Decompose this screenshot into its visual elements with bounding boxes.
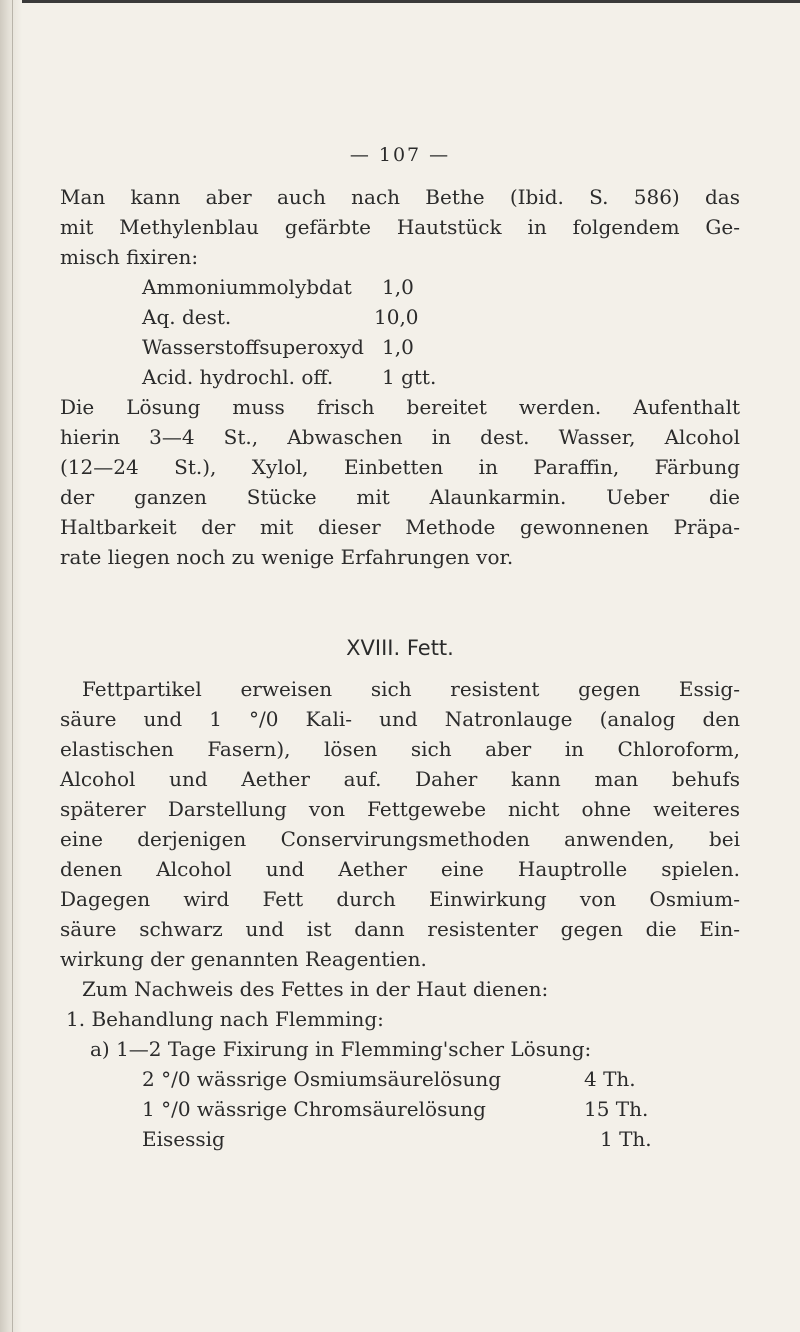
list-item-flemming: 1. Behandlung nach Flemming: bbox=[66, 1007, 384, 1031]
page-left-shadow bbox=[0, 0, 22, 1332]
paragraph-fat bbox=[60, 674, 740, 974]
page-top-edge bbox=[0, 0, 800, 3]
recipe-item-name: 2 °/0 wässrige Osmiumsäurelösung bbox=[142, 1067, 502, 1091]
paragraph-solution bbox=[60, 392, 740, 572]
recipe-item-name: Aq. dest. bbox=[142, 305, 232, 329]
text-line: Alcohol und Aether auf. Daher kann man behufs bbox=[60, 767, 740, 791]
recipe-item-name: Wasserstoffsuperoxyd bbox=[142, 335, 364, 359]
page-number: — 107 — bbox=[349, 144, 451, 166]
page-left-edge bbox=[12, 0, 13, 1332]
text-line: mit Methylenblau gefärbte Hautstück in folgendem Ge- bbox=[60, 215, 740, 239]
text-line: Haltbarkeit der mit dieser Methode gewonnenen Präpa- bbox=[60, 515, 740, 539]
recipe-item-name: Eisessig bbox=[142, 1127, 225, 1151]
recipe-item-amount: 4 Th. bbox=[584, 1067, 636, 1091]
list-subitem-fixation: a) 1—2 Tage Fixirung in Flemming'scher Lösung: bbox=[90, 1037, 592, 1061]
text-line: elastischen Fasern), lösen sich aber in Chloroform, bbox=[60, 737, 740, 761]
paragraph-detection: Zum Nachweis des Fettes in der Haut dienen: bbox=[82, 977, 549, 1001]
recipe-item-amount: 15 Th. bbox=[584, 1097, 649, 1121]
recipe-item-name: Ammoniummolybdat bbox=[142, 275, 352, 299]
text-line: späterer Darstellung von Fettgewebe nicht ohne weiteres bbox=[60, 797, 740, 821]
recipe-item-amount: 1,0 bbox=[382, 335, 414, 359]
text-line: (12—24 St.), Xylol, Einbetten in Paraffin, Färbung bbox=[60, 455, 740, 479]
recipe-item-amount: 1 Th. bbox=[600, 1127, 652, 1151]
text-line: Fettpartikel erweisen sich resistent gegen Essig- bbox=[82, 677, 740, 701]
text-line: der ganzen Stücke mit Alaunkarmin. Ueber die bbox=[60, 485, 740, 509]
text-line: denen Alcohol und Aether eine Hauptrolle spielen. bbox=[60, 857, 740, 881]
text-line: wirkung der genannten Reagentien. bbox=[60, 947, 427, 971]
text-line: misch fixiren: bbox=[60, 245, 199, 269]
recipe-item-amount: 1,0 bbox=[382, 275, 414, 299]
section-heading: XVIII. Fett. bbox=[346, 636, 454, 660]
recipe-item-amount: 10,0 bbox=[374, 305, 419, 329]
paragraph-intro bbox=[60, 182, 740, 272]
recipe-item-amount: 1 gtt. bbox=[382, 365, 437, 389]
text-line: Man kann aber auch nach Bethe (Ibid. S. 586) das bbox=[60, 185, 740, 209]
text-line: säure schwarz und ist dann resistenter gegen die Ein- bbox=[60, 917, 740, 941]
text-line: hierin 3—4 St., Abwaschen in dest. Wasser, Alcohol bbox=[60, 425, 740, 449]
text-line: Die Lösung muss frisch bereitet werden. Aufenthalt bbox=[60, 395, 740, 419]
text-line: Dagegen wird Fett durch Einwirkung von Osmium- bbox=[60, 887, 740, 911]
text-line: säure und 1 °/0 Kali- und Natronlauge (analog den bbox=[60, 707, 740, 731]
recipe-item-name: 1 °/0 wässrige Chromsäurelösung bbox=[142, 1097, 486, 1121]
text-line: rate liegen noch zu wenige Erfahrungen vor. bbox=[60, 545, 514, 569]
text-line: eine derjenigen Conservirungsmethoden anwenden, bei bbox=[60, 827, 740, 851]
recipe-item-name: Acid. hydrochl. off. bbox=[142, 365, 334, 389]
